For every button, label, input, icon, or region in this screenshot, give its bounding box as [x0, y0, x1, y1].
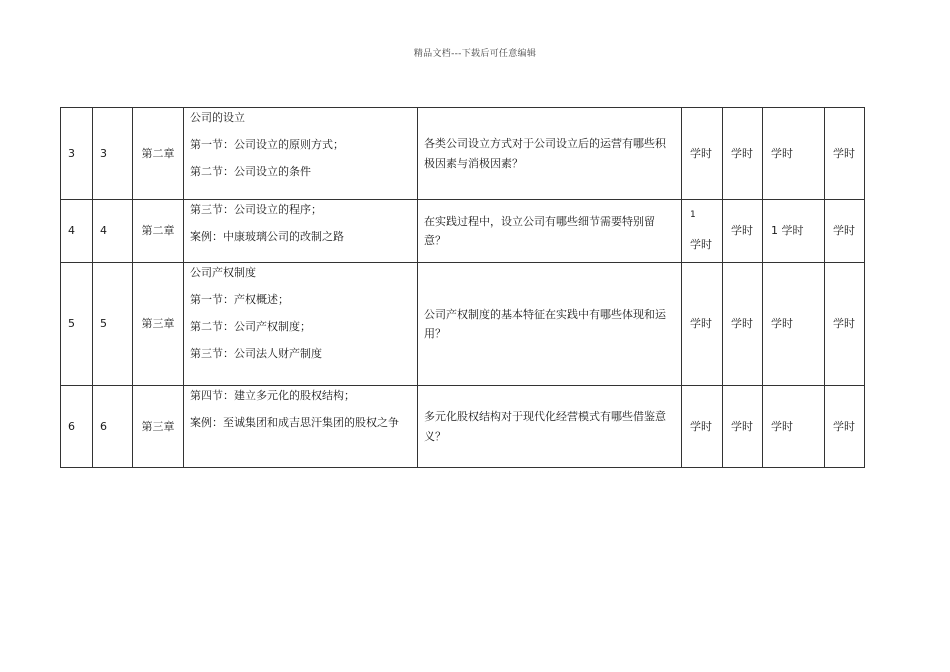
content-line: 公司产权制度	[190, 266, 256, 279]
content-cell	[184, 108, 418, 200]
content-line: 第三节：公司法人财产制度	[190, 347, 322, 361]
question-cell: 公司产权制度的基本特征在实践中有哪些体现和运用？	[418, 263, 682, 386]
hours-cell: 学时	[723, 386, 763, 468]
hours-unit: 学时	[690, 237, 712, 251]
hours-cell: 学时	[723, 263, 763, 386]
content-line: 第三节：公司设立的程序；	[190, 203, 322, 216]
table-row	[61, 200, 865, 263]
week-cell: 4	[93, 200, 133, 263]
chapter-cell: 第二章	[133, 200, 184, 263]
hours-cell	[682, 200, 723, 263]
content-line: 第四节：建立多元化的股权结构；	[190, 389, 355, 402]
hours-cell: 学时	[682, 386, 723, 468]
question-cell: 多元化股权结构对于现代化经营模式有哪些借鉴意义？	[418, 386, 682, 468]
hours-cell: 学时	[825, 386, 865, 468]
content-line: 案例：至诚集团和成吉思汗集团的股权之争	[190, 416, 399, 430]
chapter-cell: 第二章	[133, 108, 184, 200]
page-header: 精品文档---下载后可任意编辑	[413, 49, 537, 59]
week-cell: 6	[93, 386, 133, 468]
week-cell: 3	[93, 108, 133, 200]
hours-cell: 学时	[825, 200, 865, 263]
table-row	[61, 386, 865, 468]
table-row	[61, 108, 865, 200]
hours-cell: 学时	[763, 108, 825, 200]
content-line: 第一节：公司设立的原则方式；	[190, 138, 344, 152]
hours-cell: 学时	[723, 108, 763, 200]
hours-cell: 学时	[682, 263, 723, 386]
content-line: 公司的设立	[190, 111, 245, 124]
hours-cell: 学时	[763, 263, 825, 386]
content-cell	[184, 200, 418, 263]
hours-cell: 学时	[825, 263, 865, 386]
course-schedule-table	[60, 107, 865, 468]
hours-cell: 学时	[723, 200, 763, 263]
content-line: 第一节：产权概述；	[190, 293, 289, 307]
hours-number: 1	[690, 210, 696, 220]
chapter-cell: 第三章	[133, 263, 184, 386]
content-line: 第二节：公司设立的条件	[190, 165, 311, 179]
seq-cell: 3	[61, 108, 93, 200]
hours-cell: 1 学时	[763, 200, 825, 263]
seq-cell: 6	[61, 386, 93, 468]
content-line: 第二节：公司产权制度；	[190, 320, 311, 334]
content-line: 案例：中康玻璃公司的改制之路	[190, 230, 344, 244]
chapter-cell: 第三章	[133, 386, 184, 468]
week-cell: 5	[93, 263, 133, 386]
hours-cell: 学时	[825, 108, 865, 200]
hours-cell: 学时	[682, 108, 723, 200]
hours-cell: 学时	[763, 386, 825, 468]
seq-cell: 4	[61, 200, 93, 263]
content-cell	[184, 263, 418, 386]
question-cell: 在实践过程中，设立公司有哪些细节需要特别留意？	[418, 200, 682, 263]
table-row	[61, 263, 865, 386]
question-cell: 各类公司设立方式对于公司设立后的运营有哪些积极因素与消极因素？	[418, 108, 682, 200]
content-cell	[184, 386, 418, 468]
seq-cell: 5	[61, 263, 93, 386]
